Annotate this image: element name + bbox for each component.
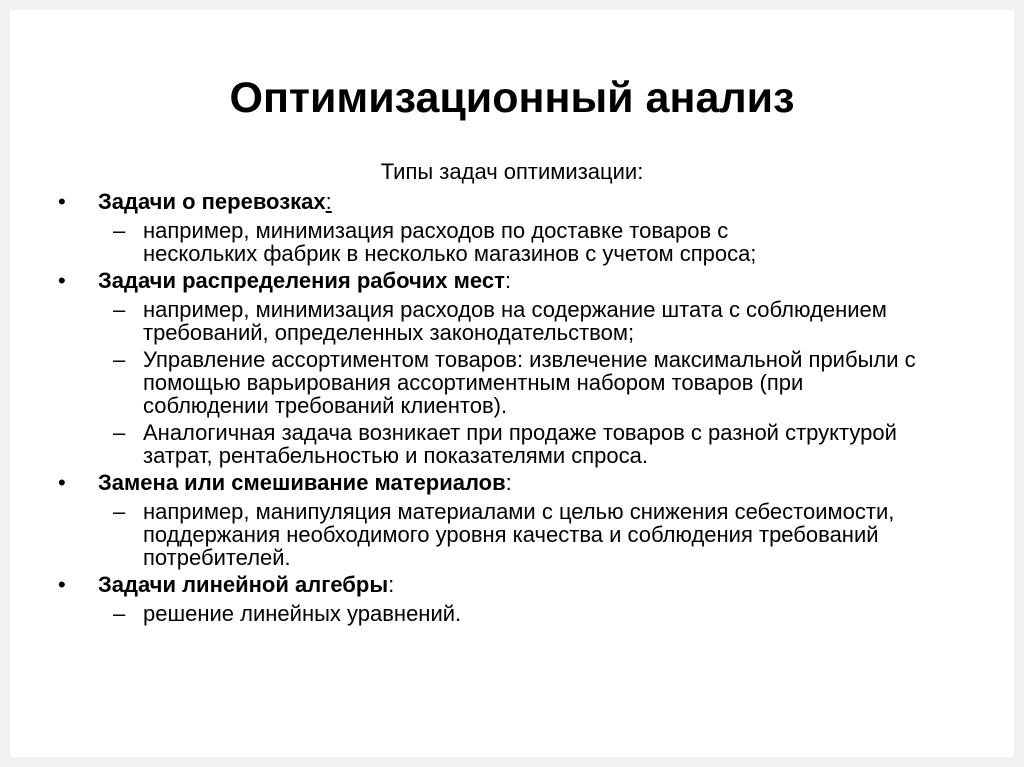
- section-heading-suffix: :: [325, 189, 332, 214]
- section-heading-label: Замена или смешивание материалов: [98, 470, 506, 495]
- section-heading: [58, 189, 958, 215]
- list-item: [58, 298, 918, 344]
- list-item: [58, 219, 843, 265]
- list-item: [58, 602, 923, 625]
- slide-title: Оптимизационный анализ: [229, 74, 795, 122]
- bullet-marker: •: [58, 470, 66, 495]
- section-heading-label: Задачи линейной алгебры: [98, 572, 389, 597]
- section-heading-label: Задачи о перевозках: [98, 189, 326, 214]
- section-heading-suffix: :: [505, 470, 512, 495]
- section-heading: [58, 268, 958, 294]
- list-item-text: например, минимизация расходов на содержание штата с соблюдением требований, определенных законодательством;: [143, 297, 887, 345]
- dash-marker: –: [113, 297, 126, 322]
- slide: [10, 10, 1014, 757]
- section-heading-label: Задачи распределения рабочих мест: [98, 268, 505, 293]
- bullet-marker: •: [58, 189, 66, 214]
- list-item: [58, 348, 933, 417]
- list-item-text: Управление ассортиментом товаров: извлечение максимальной прибыли с помощью варьирования ассортиментным набором товаров (при соблюдении требований клиентов).: [143, 347, 916, 418]
- slide-subtitle: Типы задач оптимизации:: [380, 159, 644, 184]
- dash-marker: –: [113, 601, 126, 626]
- bullet-marker: •: [58, 268, 66, 293]
- list-item: [58, 421, 923, 467]
- section-heading: [58, 572, 958, 598]
- content-list: [58, 186, 958, 625]
- list-item: [58, 500, 923, 569]
- list-item-text: например, манипуляция материалами с целью снижения себестоимости, поддержания необходимого уровня качества и соблюдения требований потребителей.: [143, 499, 895, 570]
- section-heading: [58, 470, 958, 496]
- dash-marker: –: [113, 499, 126, 524]
- dash-marker: –: [113, 347, 126, 372]
- section-heading-suffix: :: [388, 572, 395, 597]
- dash-marker: –: [113, 218, 126, 243]
- bullet-marker: •: [58, 572, 66, 597]
- list-item-text: решение линейных уравнений.: [143, 601, 462, 626]
- list-item-text: например, минимизация расходов по доставке товаров с нескольких фабрик в несколько магазинов с учетом спроса;: [143, 218, 757, 266]
- section-heading-suffix: :: [504, 268, 511, 293]
- list-item-text: Аналогичная задача возникает при продаже товаров с разной структурой затрат, рентабельностью и показателями спроса.: [143, 420, 897, 468]
- dash-marker: –: [113, 420, 126, 445]
